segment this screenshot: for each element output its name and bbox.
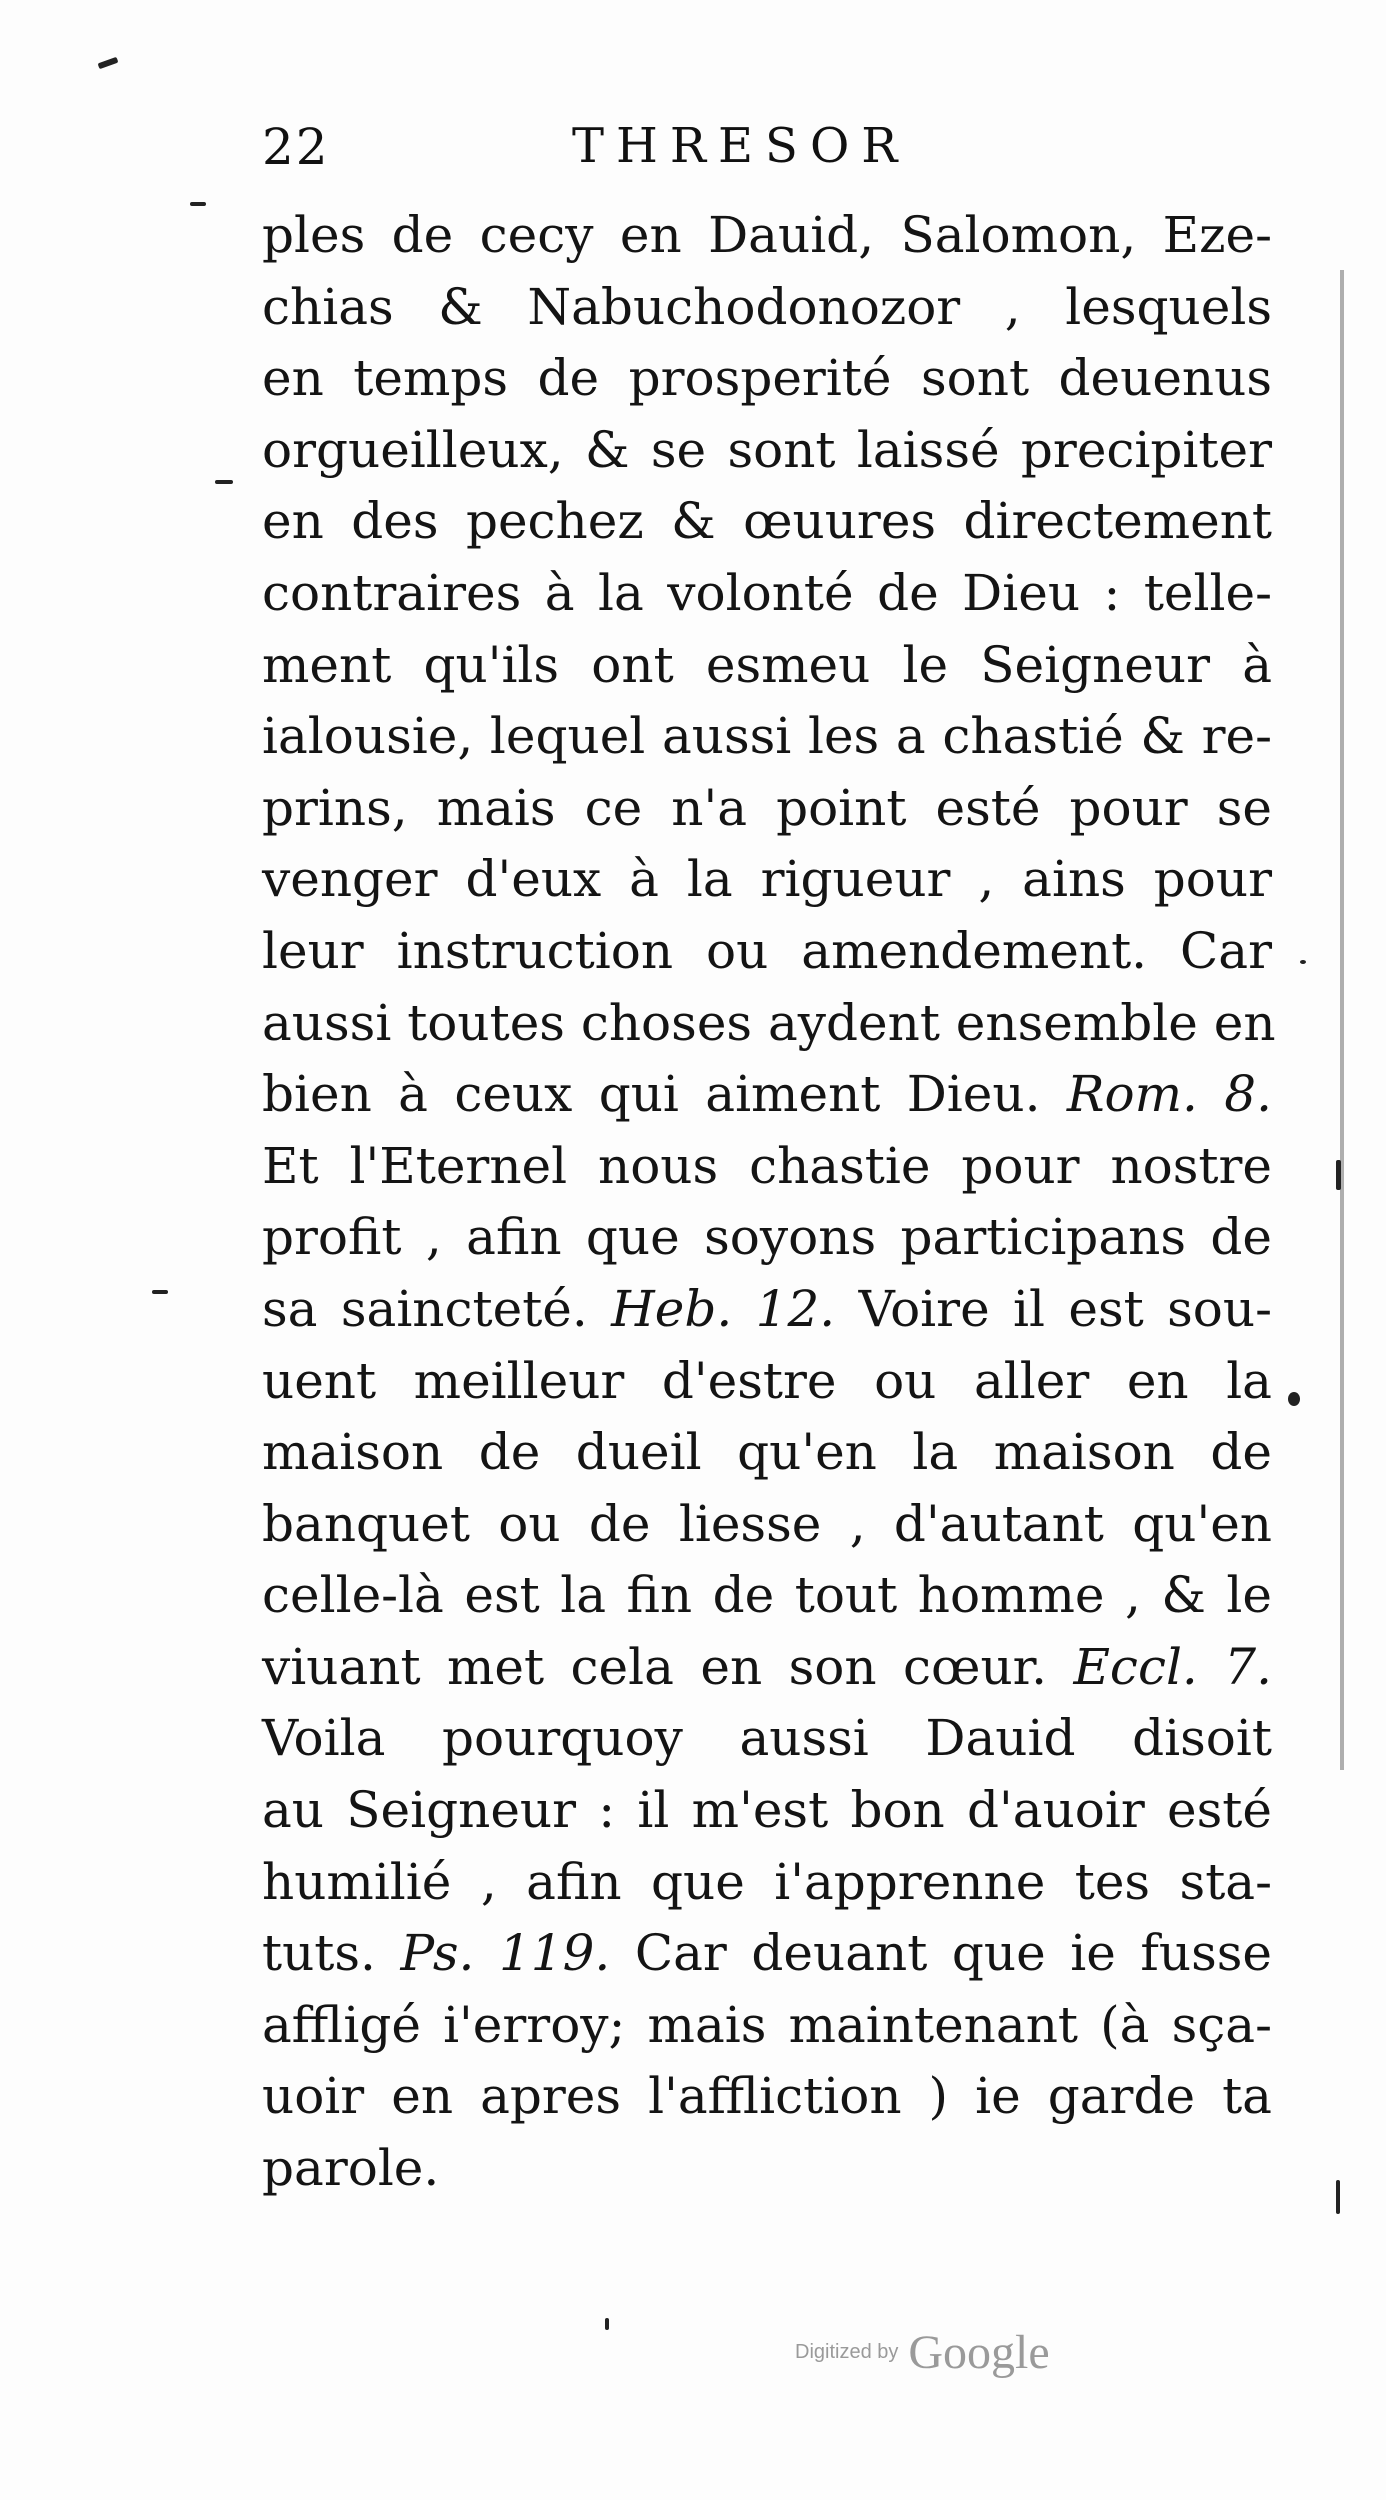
text-line: humilié , afin que i'apprenne tes sta- bbox=[262, 1852, 1272, 1911]
text-line: aussi toutes choses aydent ensemble en bbox=[262, 993, 1276, 1052]
text-line: ialousie, lequel aussi les a chastié & re- bbox=[262, 707, 1272, 766]
text-line: maison de dueil qu'en la maison de bbox=[262, 1423, 1272, 1482]
ink-speck bbox=[605, 2318, 609, 2330]
text-line: Voila pourquoy aussi Dauid disoit bbox=[262, 1709, 1272, 1768]
running-title: THRESOR bbox=[572, 118, 910, 174]
scripture-reference: Rom. 8. bbox=[1066, 1065, 1273, 1124]
body-text bbox=[262, 200, 1276, 2205]
line-text: tuts. bbox=[262, 1924, 376, 1983]
text-line: uent meilleur d'estre ou aller en la bbox=[262, 1351, 1272, 1410]
scripture-reference: Ps. 119. bbox=[400, 1924, 611, 1983]
page-header bbox=[262, 118, 1272, 198]
text-line: celle-là est la fin de tout homme , & le bbox=[262, 1566, 1272, 1625]
scripture-reference: Heb. 12. bbox=[611, 1279, 836, 1338]
text-line: chias & Nabuchodonozor , lesquels bbox=[262, 277, 1272, 336]
ink-speck bbox=[215, 480, 233, 484]
text-line: affligé i'erroy; mais maintenant (à sça- bbox=[262, 1995, 1272, 2054]
line-text: Voire il est sou- bbox=[858, 1279, 1272, 1338]
google-logo: Google bbox=[908, 2326, 1050, 2379]
text-line: uoir en apres l'affliction ) ie garde ta bbox=[262, 2067, 1272, 2126]
text-line: venger d'eux à la rigueur , ains pour bbox=[262, 850, 1272, 909]
text-line-with-reference bbox=[262, 1274, 1272, 1346]
page-number: 22 bbox=[262, 118, 330, 176]
text-line-with-reference bbox=[262, 1632, 1272, 1704]
page-edge-rule bbox=[1340, 270, 1344, 1770]
ink-speck bbox=[1336, 1160, 1341, 1190]
watermark-prefix: Digitized by bbox=[795, 2341, 899, 2363]
text-line: au Seigneur : il m'est bon d'auoir esté bbox=[262, 1781, 1272, 1840]
text-line: contraires à la volonté de Dieu : telle- bbox=[262, 563, 1272, 622]
ink-speck bbox=[152, 1290, 168, 1294]
scripture-reference: Eccl. 7. bbox=[1073, 1637, 1272, 1696]
line-text: Car deuant que ie fusse bbox=[634, 1924, 1272, 1983]
text-line: parole. bbox=[262, 2139, 440, 2198]
ink-speck bbox=[1336, 2180, 1340, 2214]
ink-speck bbox=[98, 57, 119, 69]
ink-speck bbox=[1300, 960, 1306, 964]
text-line: profit , afin que soyons participans de bbox=[262, 1208, 1272, 1267]
text-line-with-reference bbox=[262, 1918, 1272, 1990]
digitized-watermark bbox=[795, 2325, 1125, 2385]
text-line: en des pechez & œuures directement bbox=[262, 492, 1272, 551]
text-line-with-reference bbox=[262, 1059, 1272, 1131]
line-text: bien à ceux qui aiment Dieu. bbox=[262, 1065, 1041, 1124]
text-line: orgueilleux, & se sont laissé precipiter bbox=[262, 420, 1272, 479]
text-line: Et l'Eternel nous chastie pour nostre bbox=[262, 1136, 1272, 1195]
text-line: ples de cecy en Dauid, Salomon, Eze- bbox=[262, 206, 1272, 264]
text-line: ment qu'ils ont esmeu le Seigneur à bbox=[262, 635, 1272, 694]
text-line: banquet ou de liesse , d'autant qu'en bbox=[262, 1494, 1272, 1553]
line-text: sa saincteté. bbox=[262, 1279, 588, 1338]
text-line: leur instruction ou amendement. Car bbox=[262, 921, 1272, 980]
line-text: viuant met cela en son cœur. bbox=[262, 1637, 1047, 1696]
text-line: en temps de prosperité sont deuenus bbox=[262, 349, 1272, 408]
ink-speck bbox=[190, 202, 206, 206]
text-line: prins, mais ce n'a point esté pour se bbox=[262, 778, 1272, 837]
ink-speck bbox=[1288, 1392, 1300, 1406]
